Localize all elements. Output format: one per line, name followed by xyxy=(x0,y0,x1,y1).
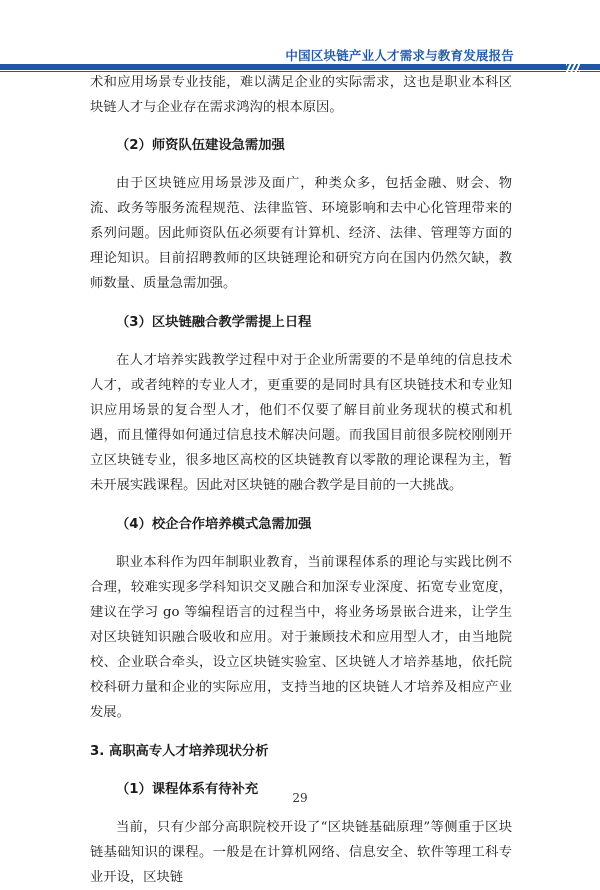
header-stripe-decoration xyxy=(566,62,580,72)
page-header xyxy=(0,0,600,72)
header-title: 中国区块链产业人才需求与教育发展报告 xyxy=(285,48,514,63)
page-body xyxy=(90,72,512,890)
body-paragraph: 术和应用场景专业技能，难以满足企业的实际需求，这也是职业本科区块链人才与企业存在需求鸿沟的根本原因。 xyxy=(90,75,512,115)
subheading: （2）师资队伍建设急需加强 xyxy=(116,138,285,153)
subheading: （4）校企合作培养模式急需加强 xyxy=(116,517,312,532)
body-paragraph: 由于区块链应用场景涉及面广，种类众多，包括金融、财会、物流、政务等服务流程规范、法律监管、环境影响和去中心化管理带来的系列问题。因此师资队伍必须要有计算机、经济、法律、管理等方面的理论知识。目前招聘教师的区块链理论和研究方向在国内仍然欠缺，教师数量、质量急需加强。 xyxy=(90,176,512,291)
section-heading: 3. 高职高专人才培养现状分析 xyxy=(90,744,269,759)
body-paragraph: 在人才培养实践教学过程中对于企业所需要的不是单纯的信息技术人才，或者纯粹的专业人才，更重要的是同时具有区块链技术和专业知识应用场景的复合型人才，他们不仅要了解目前业务现状的模式和机遇，而且懂得如何通过信息技术解决问题。而我国目前很多院校刚刚开立区块链专业，很多地区高校的区块链教育以零散的理论课程为主，暂未开展实践课程。因此对区块链的融合教学是目前的一大挑战。 xyxy=(90,353,512,493)
subheading: （1）课程体系有待补充 xyxy=(116,782,259,797)
subheading: （3）区块链融合教学需提上日程 xyxy=(116,315,312,330)
page-number: 29 xyxy=(292,791,308,805)
body-paragraph: 职业本科作为四年制职业教育，当前课程体系的理论与实践比例不合理，较难实现多学科知识交叉融合和加深专业深度、拓宽专业宽度，建议在学习 go 等编程语言的过程当中，将业务场景嵌合进来，让学生对区块链知识融合吸收和应用。对于兼顾技术和应用型人才，由当地院校、企业联合牵头，设立区块链实验室、区块链人才培养基地，依托院校科研力量和企业的实际应用，支持当地的区块链人才培养及相应产业发展。 xyxy=(90,555,512,720)
body-paragraph: 当前，只有少部分高职院校开设了“区块链基础原理”等侧重于区块链基础知识的课程。一般是在计算机网络、信息安全、软件等理工科专业开设，区块链 xyxy=(90,820,512,885)
